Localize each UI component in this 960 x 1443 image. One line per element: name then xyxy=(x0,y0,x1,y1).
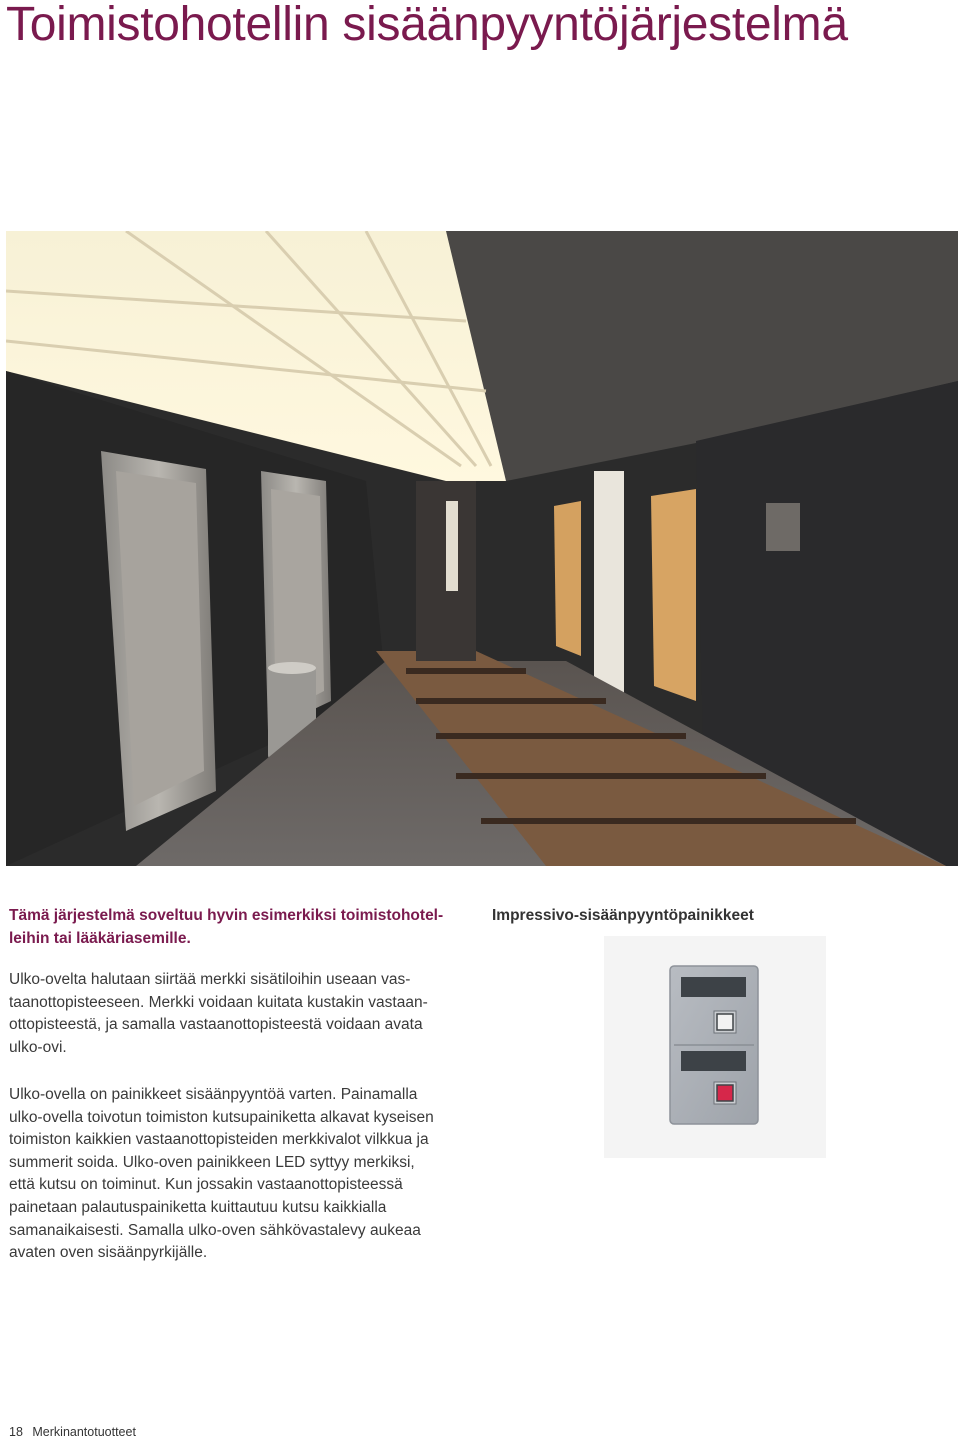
paragraph-2 xyxy=(9,1084,479,1265)
page-footer xyxy=(9,1425,136,1439)
text-line: Ulko-ovelta halutaan siirtää merkki sisätiloihin useaan vas- xyxy=(9,971,411,988)
text-line: samanaikaisesti. Samalla ulko-oven sähkövastalevy aukeaa xyxy=(9,1221,421,1239)
corridor-photo xyxy=(6,231,958,866)
text-line: toimiston kaikkien vastaanottopisteiden merkkivalot vilkkua ja xyxy=(9,1131,429,1149)
page-title: Toimistohotellin sisäänpyyntöjärjestelmä xyxy=(6,0,848,51)
push-button-panel-image xyxy=(604,936,826,1158)
paragraph-1 xyxy=(9,969,479,1059)
intro-line: Tämä järjestelmä soveltuu hyvin esimerkiksi toimistohotel- xyxy=(9,907,444,924)
text-line: painetaan palautuspainiketta kuittautuu kutsu kaikkialla xyxy=(9,1198,387,1216)
product-heading: Impressivo-sisäänpyyntöpainikkeet xyxy=(492,907,754,924)
text-line: avaten oven sisäänpyrkijälle. xyxy=(9,1244,208,1262)
text-line: summerit soida. Ulko-oven painikkeen LED syttyy merkiksi, xyxy=(9,1153,415,1171)
text-line: Ulko-ovella on painikkeet sisäänpyyntöä varten. Painamalla xyxy=(9,1086,418,1103)
page-number: 18 xyxy=(9,1425,23,1439)
intro-text xyxy=(9,904,479,950)
text-line: että kutsu on toiminut. Kun jossakin vastaanottopisteessä xyxy=(9,1176,403,1194)
intro-line: leihin tai lääkäriasemille. xyxy=(9,930,191,947)
text-line: taanottopisteeseen. Merkki voidaan kuitata kustakin vastaan- xyxy=(9,993,428,1011)
text-line: ulko-ovi. xyxy=(9,1038,67,1056)
text-line: ulko-ovella toivotun toimiston kutsupainiketta alkavat kyseisen xyxy=(9,1108,434,1126)
text-line: ottopisteestä, ja samalla vastaanottopisteestä voidaan avata xyxy=(9,1016,423,1034)
section-name: Merkinantotuotteet xyxy=(32,1425,136,1439)
